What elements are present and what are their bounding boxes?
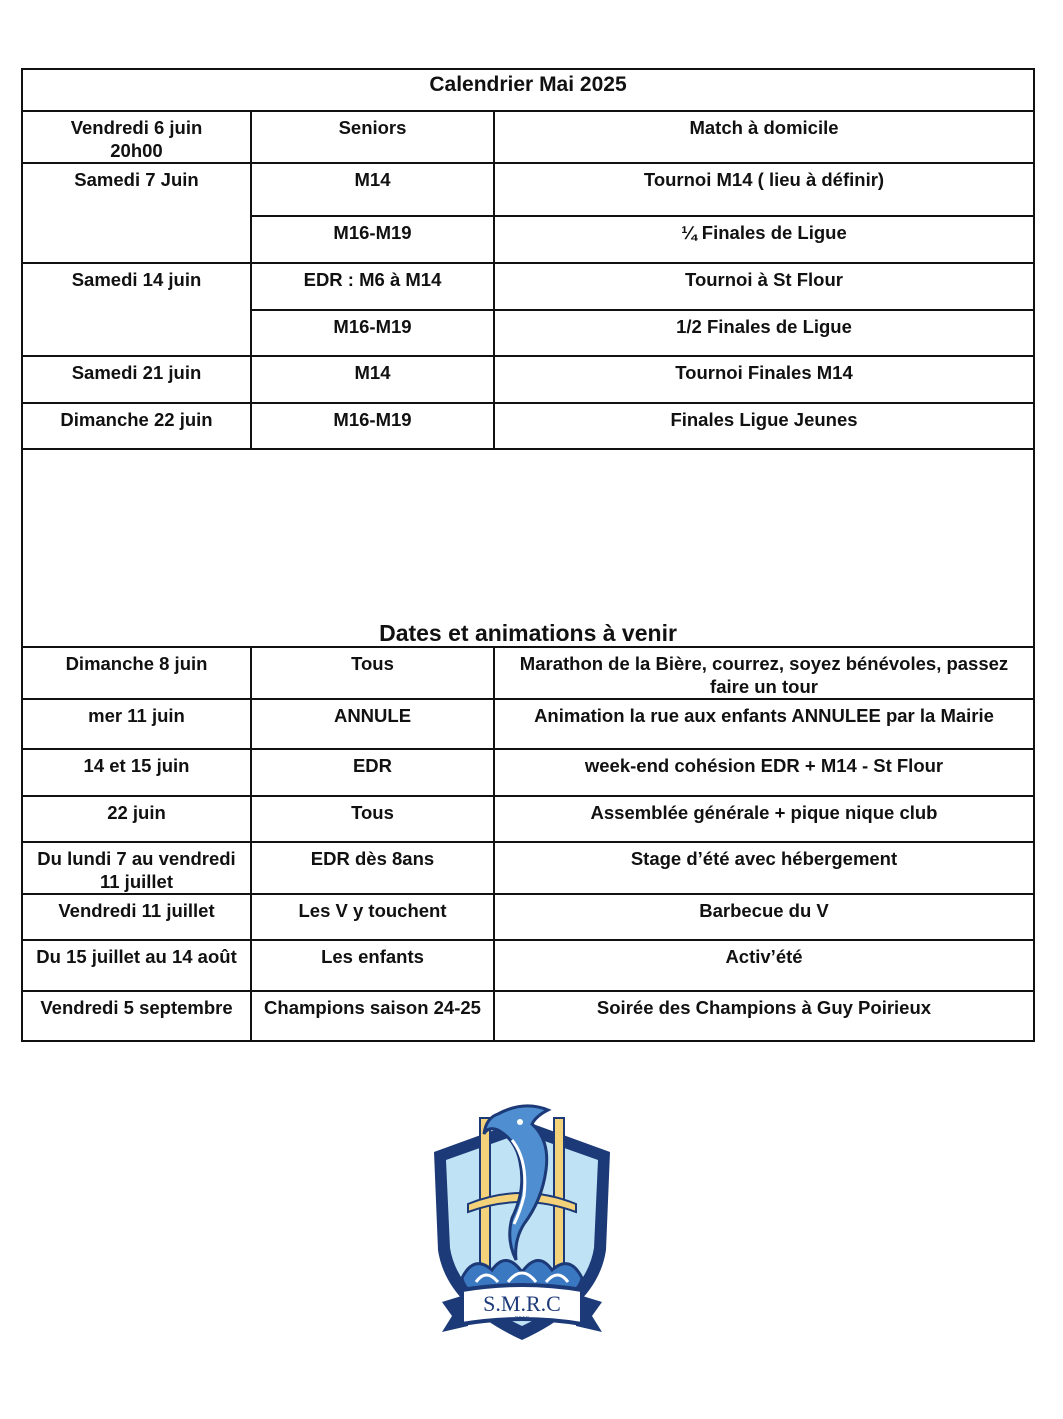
upcoming-event: week-end cohésion EDR + M14 - St Flour [494,749,1034,796]
calendar-date-empty [22,216,251,263]
crest-name: S.M.R.C [483,1291,561,1316]
upcoming-event: Soirée des Champions à Guy Poirieux [494,991,1034,1041]
upcoming-date: Du 15 juillet au 14 août [22,940,251,991]
calendar-event: Tournoi à St Flour [494,263,1034,310]
upcoming-event: Barbecue du V [494,894,1034,940]
calendar-category: EDR : M6 à M14 [251,263,494,310]
calendar-date: Dimanche 22 juin [22,403,251,449]
calendar-date: Samedi 14 juin [22,263,251,310]
upcoming-date: Vendredi 5 septembre [22,991,251,1041]
upcoming-audience: Tous [251,796,494,842]
calendar-category: M16-M19 [251,403,494,449]
upcoming-audience: ANNULE [251,699,494,749]
upcoming-event: Animation la rue aux enfants ANNULEE par la Mairie [494,699,1034,749]
calendar-table [21,68,1035,1042]
upcoming-title: Dates et animations à venir [22,606,1034,647]
upcoming-audience: Champions saison 24-25 [251,991,494,1041]
upcoming-event: Stage d’été avec hébergement [494,842,1034,894]
upcoming-audience: EDR [251,749,494,796]
calendar-category: Seniors [251,111,494,163]
upcoming-event: Assemblée générale + pique nique club [494,796,1034,842]
calendar-title: Calendrier Mai 2025 [22,69,1034,111]
calendar-category: M16-M19 [251,310,494,356]
calendar-event: 1/2 Finales de Ligue [494,310,1034,356]
upcoming-audience: Les enfants [251,940,494,991]
upcoming-date: 14 et 15 juin [22,749,251,796]
calendar-category: M16-M19 [251,216,494,263]
calendar-category: M14 [251,163,494,216]
calendar-date: Samedi 7 Juin [22,163,251,216]
upcoming-date: 22 juin [22,796,251,842]
upcoming-date: mer 11 juin [22,699,251,749]
calendar-category: M14 [251,356,494,403]
club-crest-logo [428,1100,616,1352]
upcoming-audience: EDR dès 8ans [251,842,494,894]
upcoming-date: Du lundi 7 au vendredi 11 juillet [22,842,251,894]
calendar-event: Finales Ligue Jeunes [494,403,1034,449]
calendar-event: Tournoi Finales M14 [494,356,1034,403]
calendar-date-empty [22,310,251,356]
crest-year: 2016 [515,1315,529,1323]
calendar-event: Match à domicile [494,111,1034,163]
calendar-event: Tournoi M14 ( lieu à définir) [494,163,1034,216]
upcoming-audience: Tous [251,647,494,699]
calendar-date: Samedi 21 juin [22,356,251,403]
upcoming-event: Marathon de la Bière, courrez, soyez bénévoles, passez faire un tour [494,647,1034,699]
upcoming-date: Dimanche 8 juin [22,647,251,699]
crest-icon [428,1100,616,1352]
upcoming-audience: Les V y touchent [251,894,494,940]
upcoming-date: Vendredi 11 juillet [22,894,251,940]
spacer-row [22,449,1034,606]
calendar-date: Vendredi 6 juin 20h00 [22,111,251,163]
upcoming-event: Activ’été [494,940,1034,991]
calendar-document [21,68,1033,1042]
calendar-event: ¼ Finales de Ligue [494,216,1034,263]
